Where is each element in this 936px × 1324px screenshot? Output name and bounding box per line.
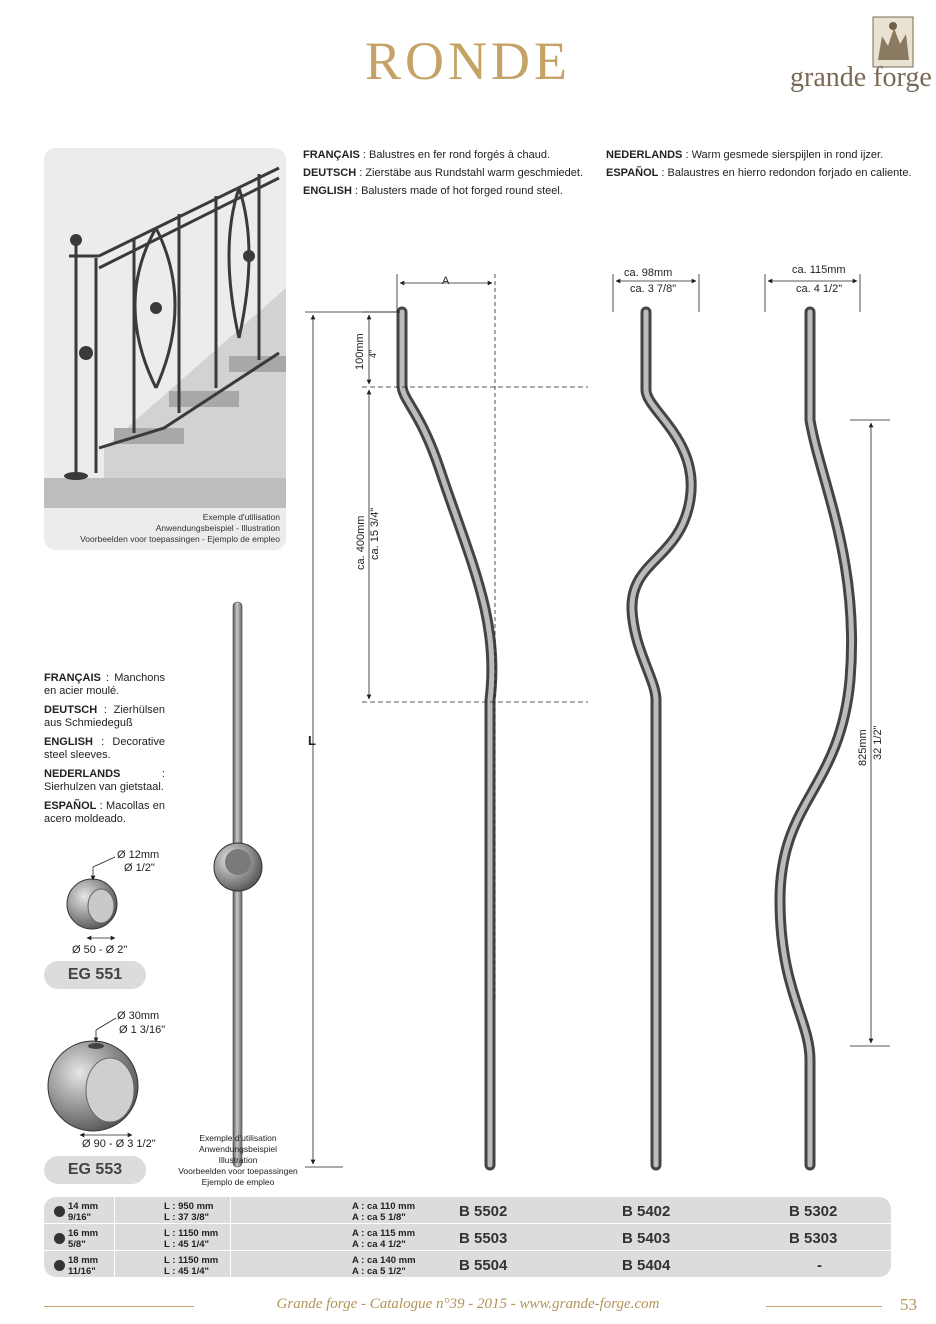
dim-l-label: L [308,733,316,748]
dim-b53-width: ca. 115mm [792,264,846,276]
table-row: 14 mm 9/16" L : 950 mm L : 37 3/8" A : ca 110 mm A : ca 5 1/8" B 5502 B 5402 B 5302 [44,1198,891,1224]
ref-b53: B 5303 [789,1230,838,1247]
dim-b55-mid-in: ca. 15 3/4" [369,507,381,560]
table-row: 16 mm 5/8" L : 1150 mm L : 45 1/4" A : ca 115 mm A : ca 4 1/2" B 5503 B 5403 B 5303 [44,1225,891,1251]
dim-b53-width-in: ca. 4 1/2" [796,283,843,295]
sleeve-bar-example [214,602,262,1167]
dim-b53-height-in: 32 1/2" [872,725,884,760]
dim-b53-height: 825mm [857,729,869,766]
bullet-icon [54,1206,65,1217]
ref-b54: B 5404 [622,1257,671,1274]
dim-b55-top-in: 4" [368,349,378,358]
bullet-icon [54,1233,65,1244]
photo-caption: Exemple d'utilisation Anwendungsbeispiel - Illustration Voorbeelden voor toepassingen - Ejemplo de empleo [80,512,280,544]
eg553-badge: EG 553 [44,1156,146,1184]
ref-b55: B 5504 [459,1257,508,1274]
dim-a-label: A [442,275,450,287]
footer-text: Grande forge - Catalogue n°39 - 2015 - www.grande-forge.com [276,1296,660,1312]
description-left: FRANÇAIS : Balustres en fer rond forgés à chaud. DEUTSCH : Zierstäbe aus Rundstahl warm geschmiedet. ENGLISH : Balusters made of hot forged round steel. [303,149,583,197]
eg553-hole-in: Ø 1 3/16" [119,1024,166,1036]
ref-b53: B 5302 [789,1203,838,1220]
eg551-badge: EG 551 [44,961,146,989]
dim-b55-top: 100mm [354,333,366,370]
ref-b55: B 5502 [459,1203,508,1220]
sleeve-caption: Exemple d'utilisation Anwendungsbeispiel Illustration Voorbeelden voor toepassingen Ejemplo de empleo [178,1133,298,1187]
eg553-diameter: Ø 90 - Ø 3 1/2" [82,1138,156,1150]
baluster-b54 [632,312,691,1165]
sleeve-eg551 [67,857,117,938]
eg553-hole: Ø 30mm [117,1010,160,1022]
page-number: 53 [900,1295,917,1314]
ref-b54: B 5403 [622,1230,671,1247]
dim-b55-mid: ca. 400mm [355,515,367,570]
eg551-hole-in: Ø 1/2" [124,862,155,874]
ref-b55: B 5503 [459,1230,508,1247]
ref-b53: - [817,1257,822,1274]
eg551-hole: Ø 12mm [117,849,160,861]
brand-logo-text: grande forge [790,62,932,93]
table-row: 18 mm 11/16" L : 1150 mm L : 45 1/4" A : ca 140 mm A : ca 5 1/2" B 5504 B 5404 - [44,1252,891,1277]
reference-table [44,1197,891,1277]
sleeves-description: FRANÇAIS : Manchons en acier moulé. DEUTSCH : Zierhülsen aus Schmiedeguß ENGLISH : Decorative steel sleeves. NEDERLANDS : Sierhulzen van gietstaal. ESPAÑOL : Macollas en acero moldeado. [44,672,165,825]
description-right: NEDERLANDS : Warm gesmede sierspijlen in rond ijzer. ESPAÑOL : Balaustres en hierro redondon forjado en caliente. [606,149,912,179]
dim-b54-width-in: ca. 3 7/8" [630,283,677,295]
baluster-b55 [402,312,492,1165]
page-title: RONDE [365,31,571,91]
eg551-diameter: Ø 50 - Ø 2" [72,944,128,956]
baluster-b53 [780,312,852,1165]
bullet-icon [54,1260,65,1271]
ref-b54: B 5402 [622,1203,671,1220]
dim-b54-width: ca. 98mm [624,267,673,279]
